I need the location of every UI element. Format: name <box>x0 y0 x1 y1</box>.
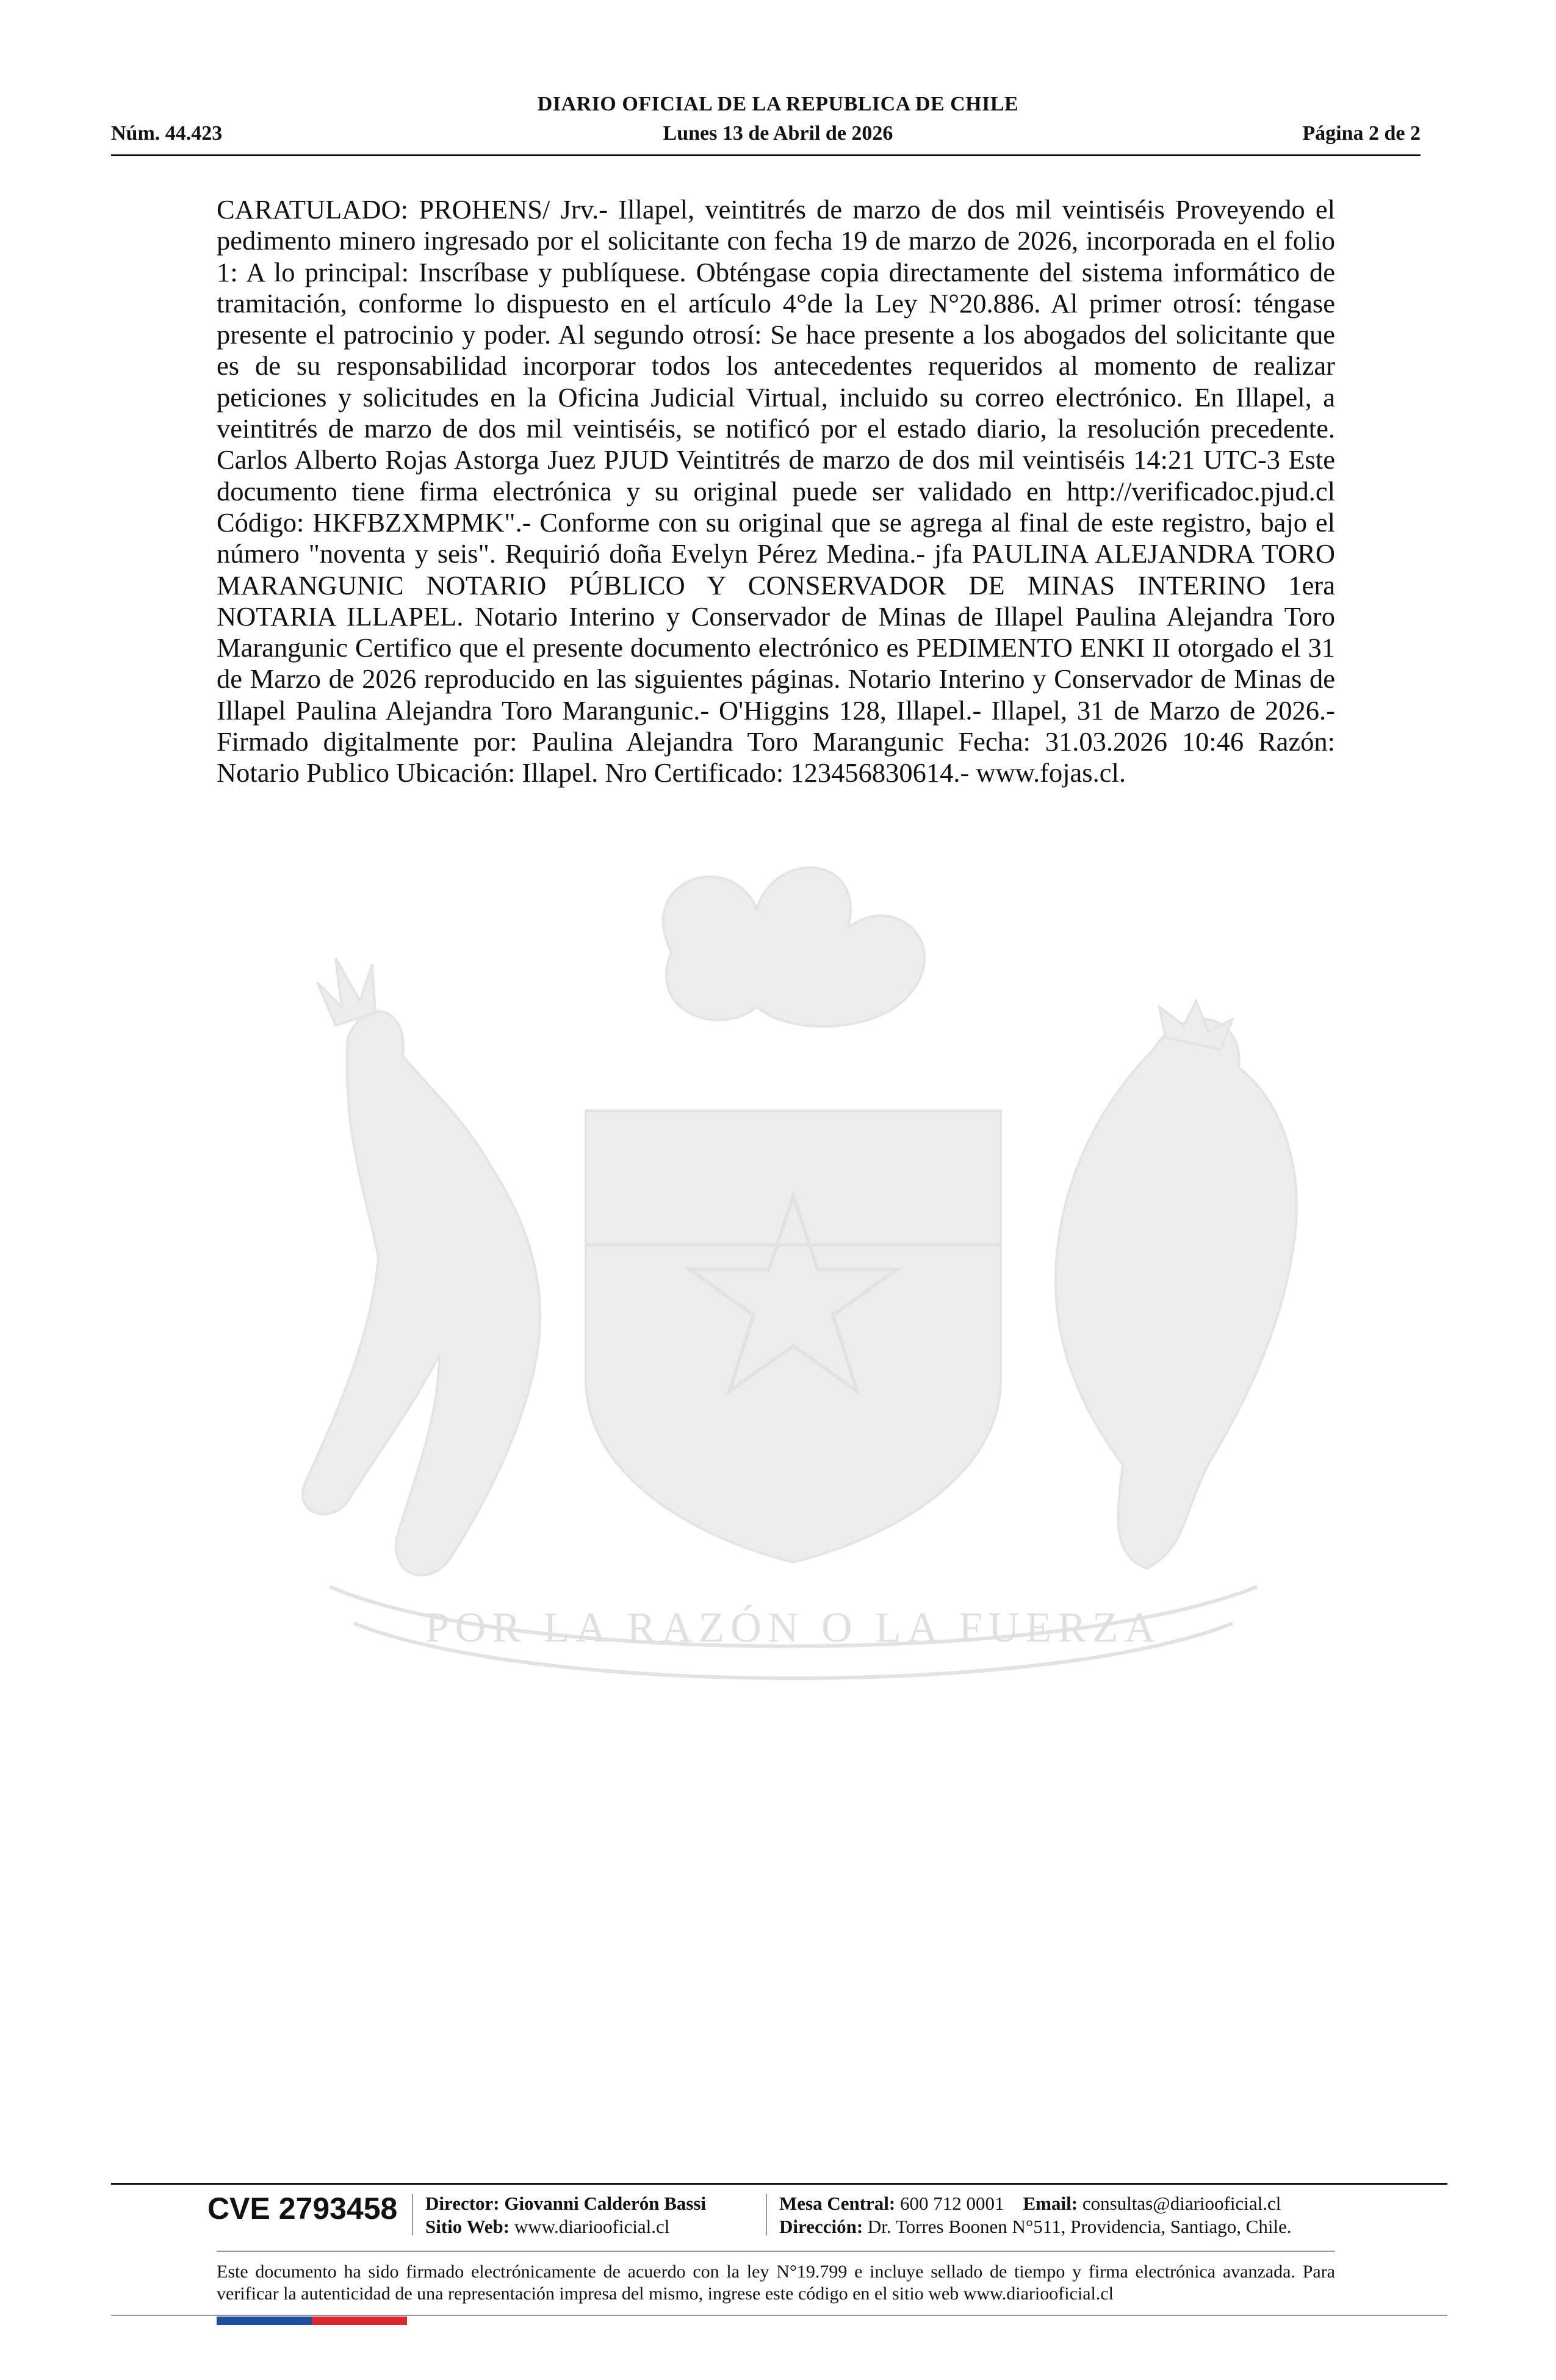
footer-bottom-divider <box>111 2315 1447 2316</box>
header-divider <box>111 154 1421 156</box>
footer-director-block <box>425 2192 706 2238</box>
address-value: Dr. Torres Boonen N°511, Providencia, Santiago, Chile. <box>867 2216 1292 2237</box>
publication-body-text: CARATULADO: PROHENS/ Jrv.- Illapel, veintitrés de marzo de dos mil veintiséis Proveyendo el pedimento minero ingresado por el solicitante con fecha 19 de marzo de 2026, incorporada en el folio 1: A lo principal: Inscríbase y publíquese. Obténgase copia directamente del sistema informático de tramitación, conforme lo dispuesto en el artículo 4°de la Ley N°20.886. Al primer otrosí: téngase presente el patrocinio y poder. Al segundo otrosí: Se hace presente a los abogados del solicitante que es de su responsabilidad incorporar todos los antecedentes requeridos al momento de realizar peticiones y solicitudes en la Oficina Judicial Virtual, incluido su correo electrónico. En Illapel, a veintitrés de marzo de dos mil veintiséis, se notificó por el estado diario, la resolución precedente. Carlos Alberto Rojas Astorga Juez PJUD Veintitrés de marzo de dos mil veintiséis 14:21 UTC-3 Este documento tiene firma electrónica y su original puede ser validado en http://verificadoc.pjud.cl Código: HKFBZXMPMK".- Conforme con su original que se agrega al final de este registro, bajo el número "noventa y seis". Requirió doña Evelyn Pérez Medina.- jfa PAULINA ALEJANDRA TORO MARANGUNIC NOTARIO PÚBLICO Y CONSERVADOR DE MINAS INTERINO 1era NOTARIA ILLAPEL. Notario Interino y Conservador de Minas de Illapel Paulina Alejandra Toro Marangunic Certifico que el presente documento electrónico es PEDIMENTO ENKI II otorgado el 31 de Marzo de 2026 reproducido en las siguientes páginas. Notario Interino y Conservador de Minas de Illapel Paulina Alejandra Toro Marangunic.- O'Higgins 128, Illapel.- Illapel, 31 de Marzo de 2026.- Firmado digitalmente por: Paulina Alejandra Toro Marangunic Fecha: 31.03.2026 10:46 Razón: Notario Publico Ubicación: Illapel. Nro Certificado: 123456830614.- www.fojas.cl. <box>217 194 1335 788</box>
flag-stripe-red <box>312 2317 407 2325</box>
watermark-motto: POR LA RAZÓN O LA FUERZA <box>425 1604 1162 1651</box>
address-label: Dirección: <box>779 2216 863 2237</box>
website-link[interactable]: www.diariooficial.cl <box>514 2216 670 2237</box>
footer-contact-block <box>779 2192 1292 2238</box>
newspaper-title: DIARIO OFICIAL DE LA REPUBLICA DE CHILE <box>537 93 1019 115</box>
signature-notice: Este documento ha sido firmado electrónicamente de acuerdo con la ley N°19.799 e incluye sellado de tiempo y firma electrónica avanzada. Para verificar la autenticidad de una representación impresa del mismo, ingrese este código en el sitio web www.diariooficial.cl <box>217 2262 1335 2304</box>
email-label: Email: <box>1023 2193 1078 2214</box>
flag-stripe-blue <box>217 2317 312 2325</box>
footer-mid-divider <box>217 2251 1335 2252</box>
footer-top-divider <box>111 2183 1447 2185</box>
director-label: Director: <box>425 2193 500 2214</box>
website-label: Sitio Web: <box>425 2216 510 2237</box>
coat-of-arms-watermark-icon <box>207 854 1367 1739</box>
page-indicator: Página 2 de 2 <box>1302 122 1421 145</box>
email-link[interactable]: consultas@diariooficial.cl <box>1082 2193 1281 2214</box>
mesa-central-label: Mesa Central: <box>779 2193 896 2214</box>
footer-separator <box>766 2194 767 2235</box>
footer-separator <box>412 2194 413 2235</box>
mesa-central-phone: 600 712 0001 <box>900 2193 1004 2214</box>
director-name: Giovanni Calderón Bassi <box>504 2193 707 2214</box>
cve-code: CVE 2793458 <box>207 2191 398 2226</box>
issue-number: Núm. 44.423 <box>111 122 223 145</box>
issue-date: Lunes 13 de Abril de 2026 <box>663 122 893 145</box>
